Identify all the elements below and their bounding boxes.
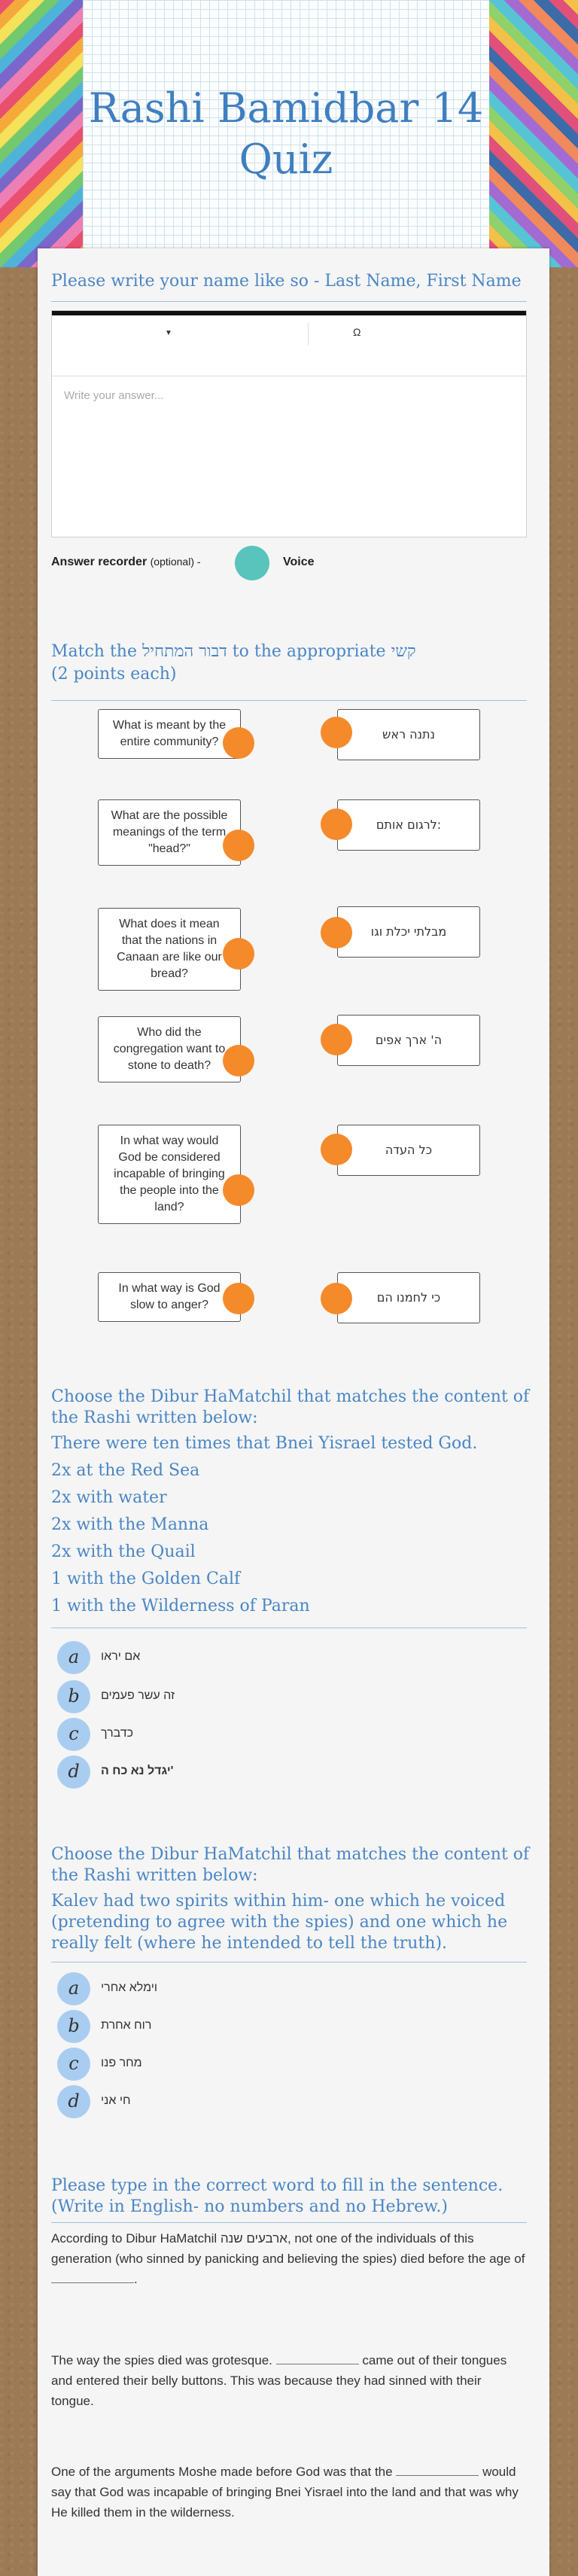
q4-prompt: Choose the Dibur HaMatchil that matches the content of the Rashi written below: [51, 1845, 530, 1885]
option-text: מחר פנו [101, 2057, 142, 2069]
match-left-connector[interactable] [223, 1045, 254, 1076]
option-text: כדברך [101, 1727, 133, 1740]
voice-record-button[interactable] [235, 546, 269, 580]
q2-divider [51, 700, 527, 701]
q3-prompt: Choose the Dibur HaMatchil that matches the content of the Rashi written below: [51, 1387, 530, 1427]
special-character-icon[interactable]: Ω [353, 326, 361, 338]
match-right-connector[interactable] [321, 808, 352, 840]
q3-option-b[interactable] [57, 1680, 509, 1713]
match-right-connector[interactable] [321, 917, 352, 948]
recorder-label-text: Answer recorder [51, 556, 148, 568]
sentence-text: According to Dibur HaMatchil ארבעים שנה, not one of the individuals of this generation (who sinned by panicking and believing the spies) died before the age of [51, 2231, 525, 2266]
match-left-connector[interactable] [223, 1283, 254, 1314]
q3-body-line: 2x with water [51, 1488, 167, 1507]
format-dropdown-caret-icon[interactable]: ▼ [165, 329, 172, 337]
editor-toolbar [52, 315, 526, 376]
match-left-item[interactable]: In what way is God slow to anger? [98, 1272, 241, 1322]
worksheet-paper [38, 248, 549, 2576]
q4-option-a[interactable] [57, 1972, 509, 2005]
option-text: יגדל נא כח ה' [101, 1765, 174, 1777]
option-letter-bubble[interactable]: d [57, 1755, 90, 1789]
title-card [83, 0, 489, 260]
voice-label: Voice [283, 556, 315, 568]
match-left-item[interactable]: Who did the congregation want to stone to death? [98, 1016, 241, 1082]
fill-blank-input[interactable] [276, 2350, 359, 2364]
q4-option-c[interactable] [57, 2048, 509, 2081]
match-right-item[interactable]: ה' ארך אפים [337, 1015, 480, 1066]
q1-divider [51, 301, 527, 302]
q3-body-line: 1 with the Golden Calf [51, 1570, 241, 1588]
q4-option-b[interactable] [57, 2010, 509, 2043]
q1-prompt: Please write your name like so - Last Name, First Name [51, 272, 522, 291]
match-left-connector[interactable] [223, 830, 254, 861]
toolbar-separator [308, 323, 309, 346]
option-letter-bubble[interactable]: d [57, 2085, 90, 2118]
match-right-connector[interactable] [321, 1283, 352, 1314]
match-right-item[interactable]: מבלתי יכלת וגו [337, 906, 480, 958]
recorder-optional-text: (optional) - [150, 556, 201, 568]
answer-placeholder[interactable]: Write your answer... [64, 389, 164, 402]
fill-blank-input[interactable] [51, 2269, 134, 2283]
match-right-item[interactable]: נתנה ראש [337, 709, 480, 760]
option-letter-bubble[interactable]: b [57, 1680, 90, 1713]
option-letter-bubble[interactable]: a [57, 1641, 90, 1674]
fill-sentence-1 [51, 2228, 525, 2289]
q3-body-line: 1 with the Wilderness of Paran [51, 1597, 310, 1615]
q3-option-c[interactable] [57, 1718, 509, 1751]
match-left-connector[interactable] [223, 1174, 254, 1206]
option-letter-bubble[interactable]: b [57, 2010, 90, 2043]
answer-recorder-label [51, 556, 201, 569]
match-right-connector[interactable] [321, 1024, 352, 1055]
match-right-connector[interactable] [321, 717, 352, 748]
match-left-item[interactable]: What is meant by the entire community? [98, 709, 241, 759]
fill-blank-input[interactable] [396, 2462, 479, 2476]
match-left-connector[interactable] [223, 938, 254, 970]
match-left-connector[interactable] [223, 727, 254, 759]
option-text: חי אני [101, 2094, 131, 2107]
q3-body-line: 2x with the Manna [51, 1515, 209, 1534]
sentence-text: came out of their tongues and entered their belly buttons. This was because they had sinned with their tongue. [51, 2353, 507, 2408]
option-text: אם יראו [101, 1650, 141, 1663]
q3-body-line: There were ten times that Bnei Yisrael tested God. [51, 1434, 478, 1453]
match-left-item[interactable]: What does it mean that the nations in Canaan are like our bread? [98, 908, 241, 991]
q4-option-d[interactable] [57, 2085, 509, 2118]
q3-body-line: 2x with the Quail [51, 1542, 196, 1561]
match-right-connector[interactable] [321, 1134, 352, 1165]
match-right-item[interactable]: כל העדה [337, 1125, 480, 1176]
q2-prompt-line1: Match the דבור המתחיל to the appropriate קשי [51, 642, 416, 661]
option-letter-bubble[interactable]: a [57, 1972, 90, 2005]
fill-sentence-3 [51, 2462, 525, 2523]
match-left-item[interactable]: In what way would God be considered incapable of bringing the people into the land? [98, 1125, 241, 1224]
q4-body: Kalev had two spirits within him- one which he voiced (pretending to agree with the spies) and one which he really felt (where he intended to tell the truth). [51, 1892, 508, 1953]
sentence-text: . [134, 2272, 138, 2286]
q5-divider [51, 2222, 527, 2223]
sentence-text: would say that God was incapable of bringing Bnei Yisrael into the land and that was why He killed them in the wilderness. [51, 2465, 519, 2520]
chevron-decoration-right [488, 0, 578, 267]
match-right-item[interactable]: לרגום אותם: [337, 799, 480, 851]
option-text: זה עשר פעמים [101, 1689, 175, 1702]
q3-option-d[interactable] [57, 1755, 509, 1789]
q5-prompt: Please type in the correct word to fill in the sentence. (Write in English- no numbers and no Hebrew.) [51, 2176, 503, 2216]
option-text: וימלא אחרי [101, 1981, 158, 1994]
q2-prompt-line2: (2 points each) [51, 665, 177, 684]
sentence-text: One of the arguments Moshe made before God was that the [51, 2465, 393, 2479]
option-letter-bubble[interactable]: c [57, 1718, 90, 1751]
q3-option-a[interactable] [57, 1641, 509, 1674]
name-answer-editor[interactable] [51, 310, 527, 537]
sentence-text: The way the spies died was grotesque. [51, 2353, 272, 2367]
fill-sentence-2 [51, 2350, 525, 2411]
match-right-item[interactable]: כי לחמנו הם [337, 1272, 480, 1323]
page-title: Rashi Bamidbar 14 Quiz [88, 84, 484, 183]
q3-body-line: 2x at the Red Sea [51, 1461, 200, 1480]
match-left-item[interactable]: What are the possible meanings of the term "head?" [98, 799, 241, 866]
option-letter-bubble[interactable]: c [57, 2048, 90, 2081]
option-text: רוח אחרת [101, 2019, 152, 2032]
chevron-decoration-left [0, 0, 90, 267]
